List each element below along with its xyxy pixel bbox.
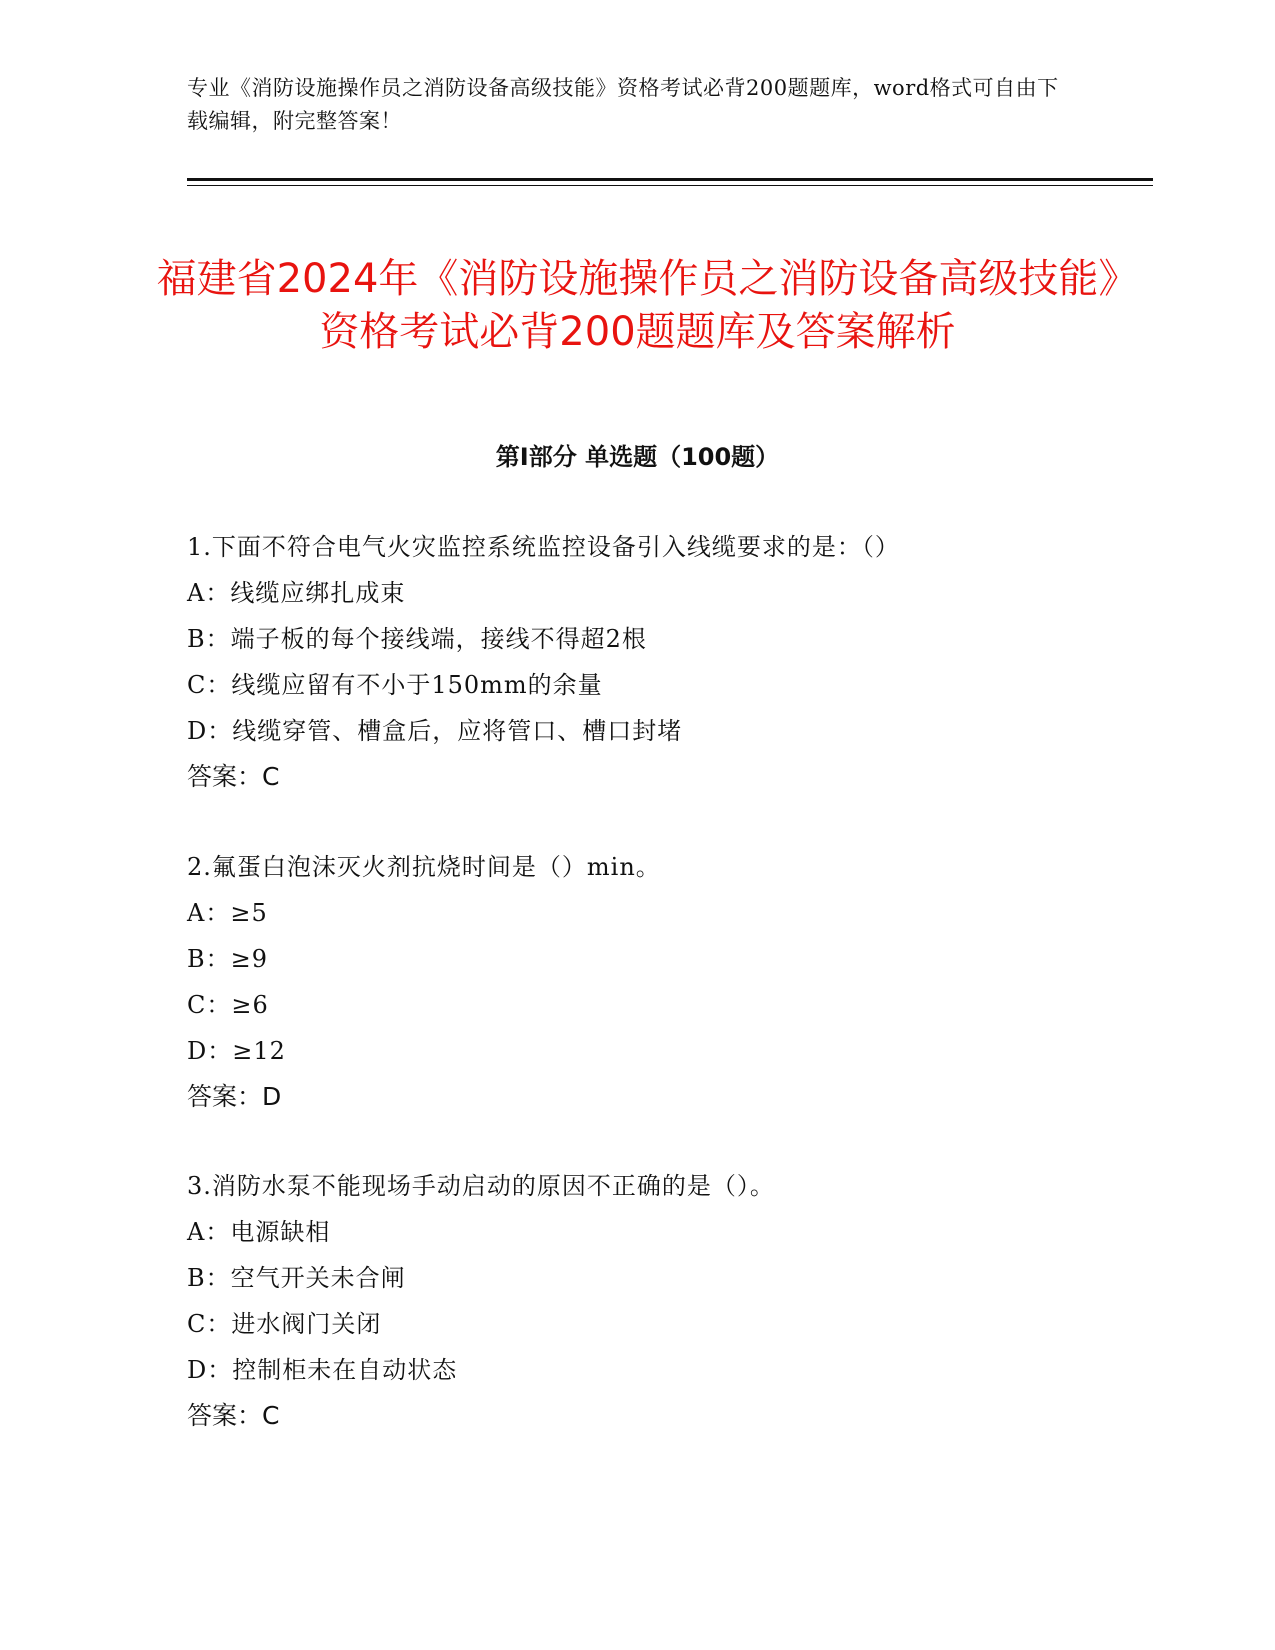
option-b: B：≥9 bbox=[187, 945, 269, 973]
option-c: C：≥6 bbox=[187, 991, 269, 1019]
header-divider-thin bbox=[187, 185, 1153, 186]
question-1 bbox=[187, 530, 1087, 806]
header-note: 专业《消防设施操作员之消防设备高级技能》资格考试必背200题题库，word格式可自由下载编辑，附完整答案！ bbox=[187, 76, 1059, 133]
option-b: B：空气开关未合闸 bbox=[187, 1264, 406, 1292]
header-divider-thick bbox=[187, 178, 1153, 181]
answer: 答案：C bbox=[187, 1401, 280, 1430]
option-a: A：≥5 bbox=[187, 899, 268, 927]
option-a: A：电源缺相 bbox=[187, 1218, 331, 1246]
answer: 答案：C bbox=[187, 762, 280, 791]
option-a: A：线缆应绑扎成束 bbox=[187, 579, 406, 607]
option-c: C：进水阀门关闭 bbox=[187, 1310, 382, 1338]
question-stem: 2.氟蛋白泡沫灭火剂抗烧时间是（）min。 bbox=[187, 853, 661, 881]
question-stem: 3.消防水泵不能现场手动启动的原因不正确的是（）。 bbox=[187, 1172, 775, 1200]
option-d: D：控制柜未在自动状态 bbox=[187, 1356, 458, 1384]
option-d: D：线缆穿管、槽盒后，应将管口、槽口封堵 bbox=[187, 717, 683, 745]
option-d: D：≥12 bbox=[187, 1037, 286, 1065]
question-stem: 1.下面不符合电气火灾监控系统监控设备引入线缆要求的是：（） bbox=[187, 533, 900, 561]
document-title: 福建省2024年《消防设施操作员之消防设备高级技能》资格考试必背200题题库及答案解析 bbox=[156, 255, 1119, 355]
option-c: C：线缆应留有不小于150mm的余量 bbox=[187, 671, 603, 699]
option-b: B：端子板的每个接线端，接线不得超2根 bbox=[187, 625, 647, 653]
answer: 答案：D bbox=[187, 1082, 282, 1111]
section-heading: 第I部分 单选题（100题） bbox=[495, 443, 780, 471]
question-3 bbox=[187, 1169, 1087, 1445]
question-2 bbox=[187, 850, 1087, 1126]
